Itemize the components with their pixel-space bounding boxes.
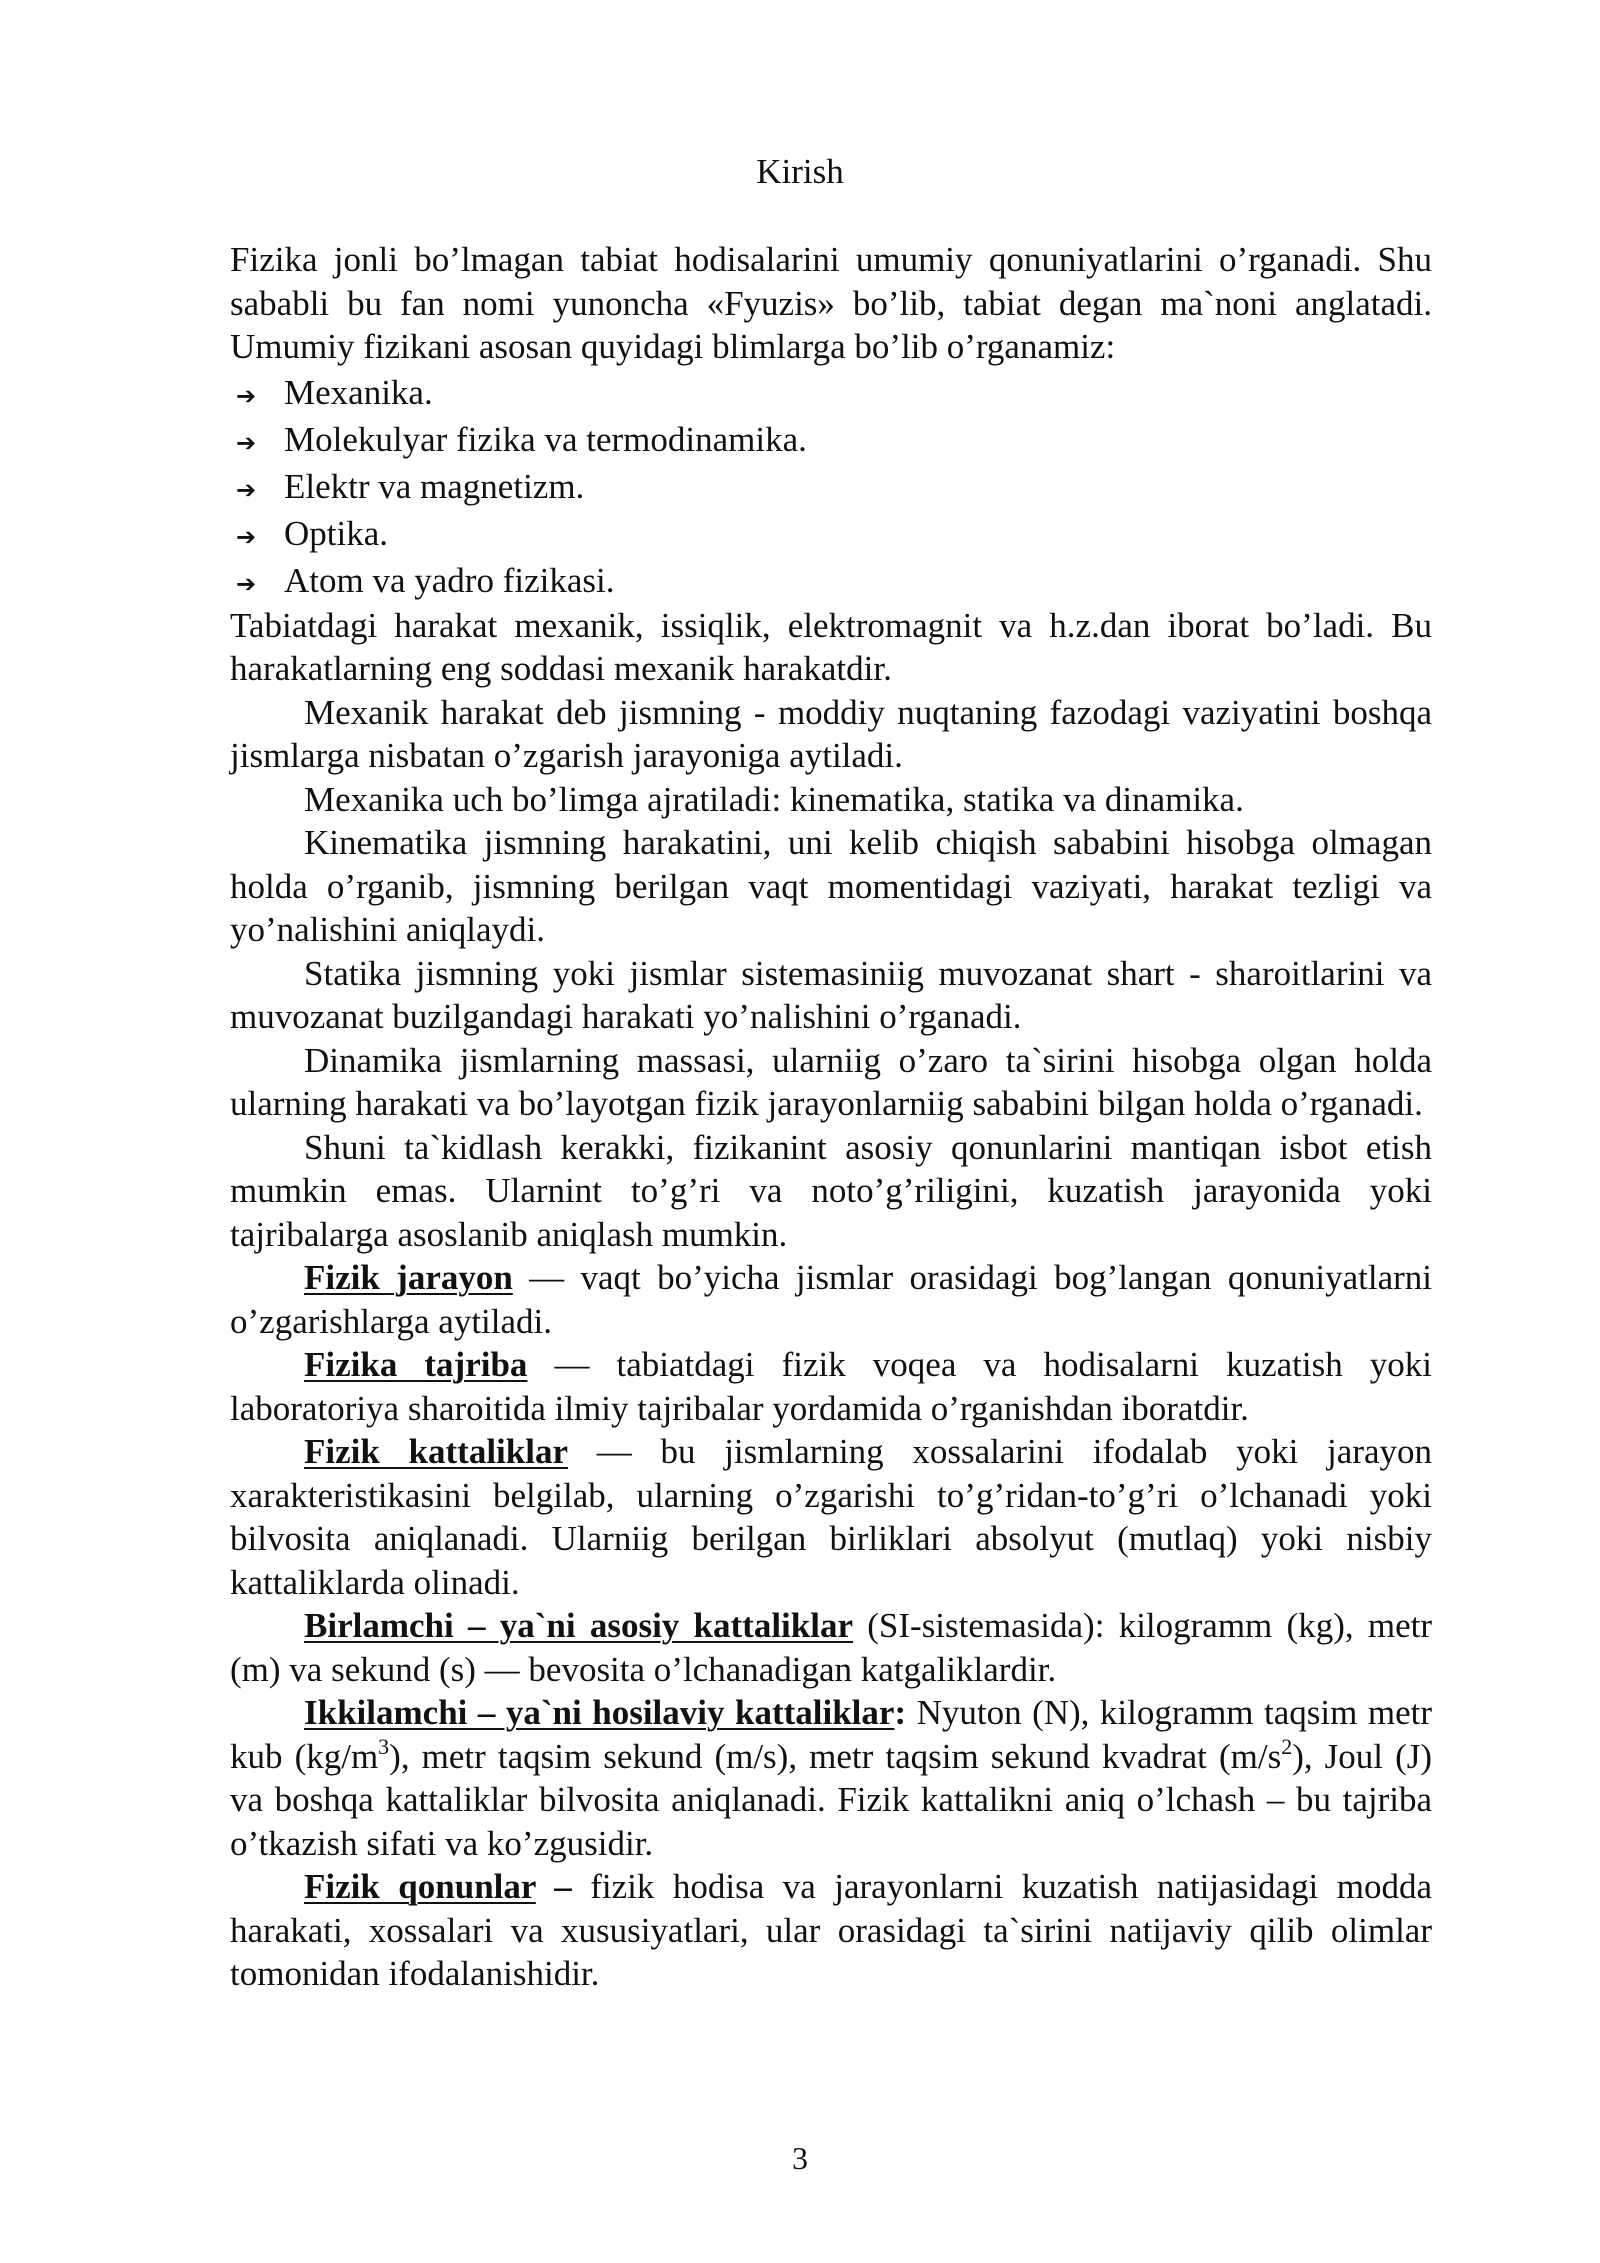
arrow-right-icon: ➔: [236, 475, 257, 504]
intro-paragraph: Fizika jonli bo’lmagan tabiat hodisalarini umumiy qonuniyatlarini o’rganadi. Shu sababli bu fan nomi yunoncha «Fyuzis» bo’lib, tabiat degan ma`noni anglatadi. Umumiy fizikani asosan quyidagi blimlarga bo’lib o’rganamiz:: [230, 240, 1432, 366]
definition-text: — bu jismlarning xossalarini ifodalab yoki jarayon xarakteristikasini belgilab, ularning o’zgarishi to’g’ridan-to’g’ri o’lchanadi yoki bilvosita aniqlanadi. Ularniig berilgan birliklari absolyut (mutlaq) yoki nisbiy kattaliklarda olinadi.: [230, 1432, 1433, 1602]
list-item-text: Elektr va magnetizm.: [284, 466, 585, 506]
superscript-3: 3: [378, 1733, 390, 1759]
definition-text: — vaqt bo’yicha jismlar orasidagi bog’langan qonuniyatlarni o’zgarishlarga aytiladi.: [230, 1258, 1432, 1341]
topics-list: [230, 369, 1432, 604]
list-item: [230, 557, 1432, 604]
term-physical-quantities: Fizik kattaliklar: [304, 1432, 569, 1471]
page-title: Kirish: [756, 152, 844, 191]
mechanical-motion-paragraph: Mexanik harakat deb jismning - moddiy nuqtaning fazodagi vaziyatini boshqa jismlarga nisbatan o’zgarish jarayoniga aytiladi.: [230, 692, 1432, 775]
statics-paragraph: Statika jismning yoki jismlar sistemasiniig muvozanat shart - sharoitlarini va muvozanat buzilgandagi harakati yo’nalishini o’rganadi.: [230, 953, 1432, 1036]
motion-paragraph: Tabiatdagi harakat mexanik, issiqlik, elektromagnit va h.z.dan iborat bo’ladi. Bu harakatlarning eng soddasi mexanik harakatdir.: [230, 605, 1432, 688]
arrow-right-icon: ➔: [236, 381, 257, 410]
term-physical-laws: Fizik qonunlar: [304, 1867, 536, 1906]
definition-text: — tabiatdagi fizik voqea va hodisalarni kuzatish yoki laboratoriya sharoitida ilmiy tajribalar yordamida o’rganishdan iboratdir.: [230, 1345, 1432, 1428]
definition-text: ), Joul (J) va boshqa kattaliklar bilvosita aniqlanadi. Fizik kattalikni aniq o’lchash – bu tajriba o’tkazish sifati va ko’zgusidir.: [230, 1736, 1432, 1863]
term-physical-experiment: Fizika tajriba: [304, 1345, 528, 1384]
definition-physical-quantities: [230, 1430, 1432, 1604]
definition-physical-experiment: [230, 1343, 1432, 1430]
term-physical-process: Fizik jarayon: [304, 1258, 513, 1297]
list-item: [230, 510, 1432, 557]
list-item-text: Optika.: [284, 513, 389, 553]
dynamics-paragraph: Dinamika jismlarning massasi, ularniig o’zaro ta`sirini hisobga olgan holda ularning harakati va bo’layotgan fizik jarayonlarniig sababini bilgan holda o’rganadi.: [230, 1040, 1432, 1123]
definition-primary-quantities: [230, 1604, 1432, 1691]
superscript-2: 2: [1281, 1733, 1293, 1759]
list-item: [230, 369, 1432, 416]
kinematics-paragraph: Kinematika jismning harakatini, uni kelib chiqish sababini hisobga olmagan holda o’rganib, jismning berilgan vaqt momentidagi vaziyati, harakat tezligi va yo’nalishini aniqlaydi.: [230, 823, 1432, 949]
list-item: [230, 416, 1432, 463]
arrow-right-icon: ➔: [236, 569, 257, 598]
definition-text: (SI-sistemasida): kilogramm (kg), metr (m) va sekund (s) — bevosita o’lchanadigan katgaliklardir.: [230, 1606, 1432, 1689]
page-content: [230, 238, 1432, 1996]
term-colon: :: [894, 1693, 907, 1732]
list-item-text: Mexanika.: [284, 372, 433, 412]
definition-physical-laws: [230, 1865, 1432, 1996]
term-primary-quantities: Birlamchi – ya`ni asosiy kattaliklar: [304, 1606, 853, 1645]
term-dash: –: [535, 1867, 572, 1906]
list-item: [230, 463, 1432, 510]
list-item-text: Atom va yadro fizikasi.: [284, 560, 615, 600]
list-item-text: Molekulyar fizika va termodinamika.: [284, 419, 807, 459]
arrow-right-icon: ➔: [236, 522, 257, 551]
note-paragraph: Shuni ta`kidlash kerakki, fizikanint asosiy qonunlarini mantiqan isbot etish mumkin emas. Ularnint to’g’ri va noto’g’riligini, kuzatish jarayonida yoki tajribalarga asoslanib aniqlash mumkin.: [230, 1127, 1432, 1254]
page-number: 3: [792, 2140, 808, 2176]
definition-physical-process: [230, 1256, 1432, 1343]
mechanics-parts-paragraph: Mexanika uch bo’limga ajratiladi: kinematika, statika va dinamika.: [304, 779, 1244, 819]
arrow-right-icon: ➔: [236, 428, 257, 457]
definition-text: ), metr taqsim sekund (m/s), metr taqsim sekund kvadrat (m/s: [389, 1736, 1282, 1776]
definition-text: Nyuton (N), kilogramm taqsim metr kub (kg/m: [230, 1693, 1432, 1776]
definition-text: fizik hodisa va jarayonlarni kuzatish natijasidagi modda harakati, xossalari va xususiyatlari, ular orasidagi ta`sirini natijaviy qilib olimlar tomonidan ifodalanishidir.: [230, 1867, 1432, 1993]
term-derived-quantities: Ikkilamchi – ya`ni hosilaviy kattaliklar: [304, 1693, 895, 1732]
definition-derived-quantities: [230, 1691, 1432, 1865]
